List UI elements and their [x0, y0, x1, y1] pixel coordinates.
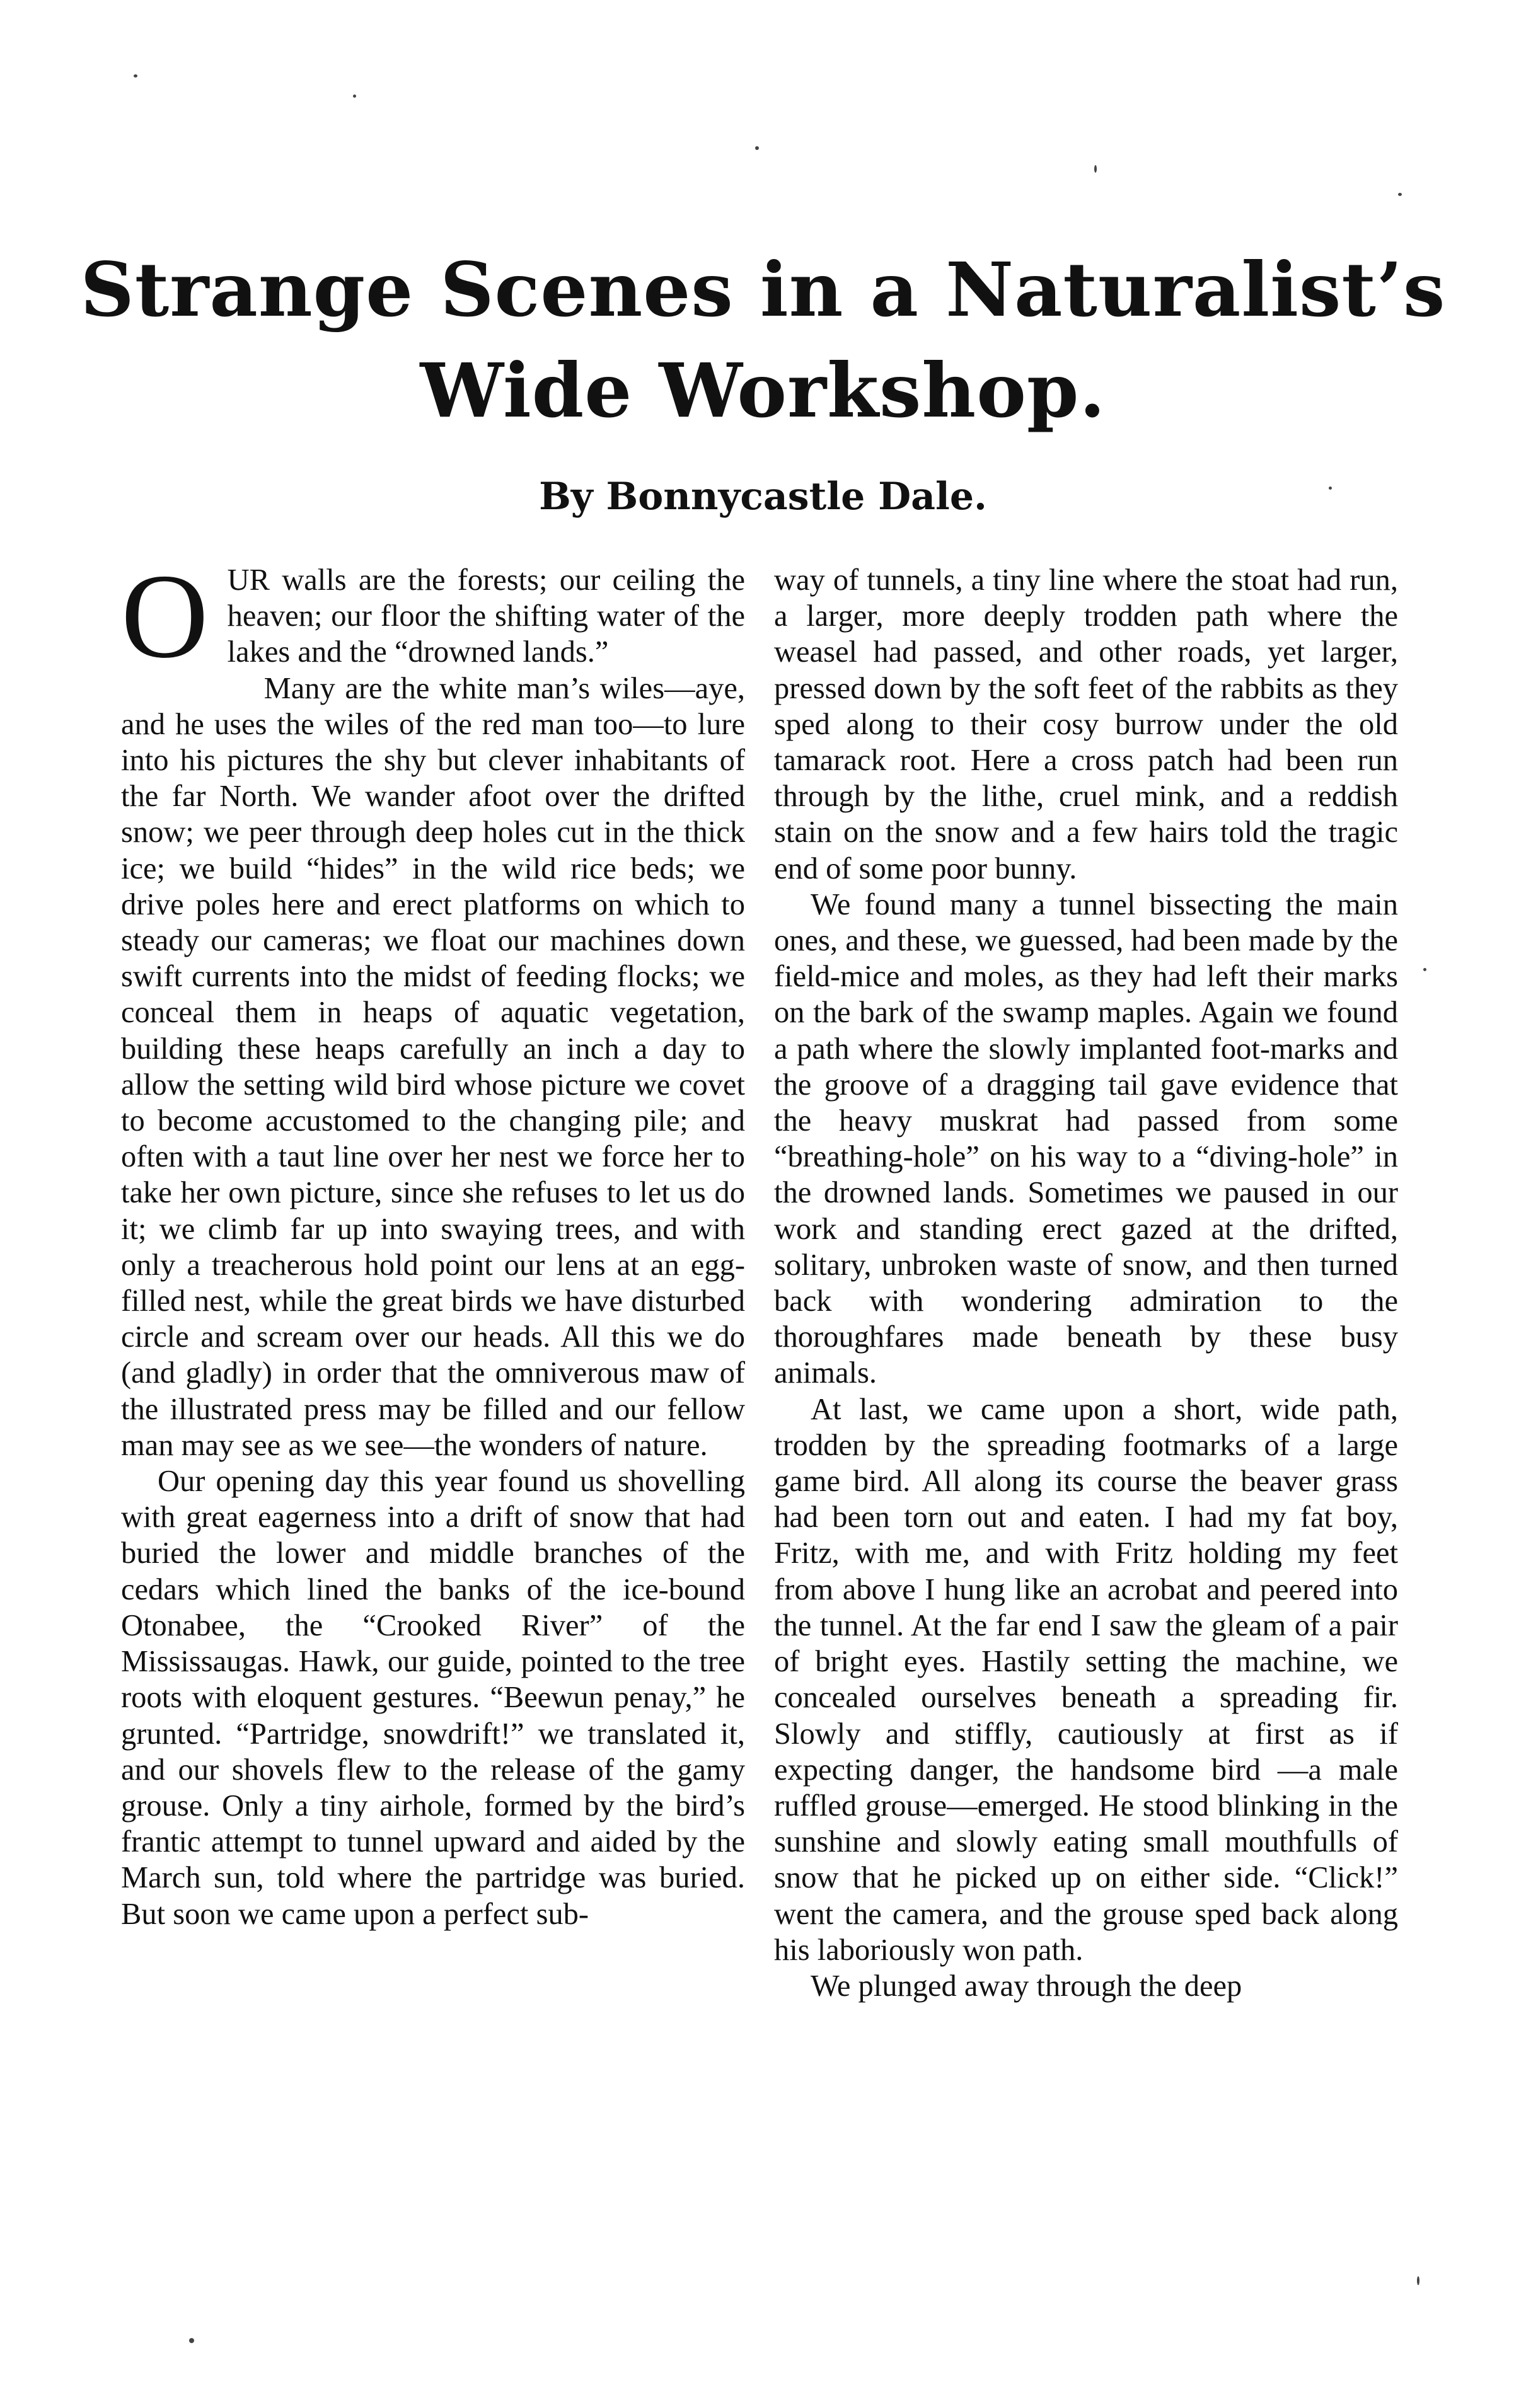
byline: By Bonnycastle Dale.: [539, 475, 987, 519]
opening-paragraph: [121, 549, 745, 683]
opening-paragraph-text: UR walls are the forests; our ceiling the heaven; our floor the shifting water of the lakes and the “drowned lands.”: [227, 563, 745, 669]
paragraph: At last, we came upon a short, wide path, trodden by the spreading footmarks of a large game bird. All along its course the beaver grass had been torn out and eaten. I had my fat boy, Fritz, with me, and with Fritz holding my feet from above I hung like an acrobat and peered into the tunnel. At the far end I saw the gleam of a pair of bright eyes. Hastily setting the machine, we concealed ourselves beneath a spreading fir. Slowly and stiffly, cautiously at first as if expecting danger, the handsome bird —a male ruffled grouse—emerged. He stood blinking in the sunshine and slowly eating small mouthfulls of snow that he picked up on either side. “Click!” went the camera, and the grouse sped back along his laboriously won path.: [774, 1392, 1398, 1967]
title-line-2: Wide Workshop.: [420, 347, 1106, 434]
right-column: [774, 562, 1398, 2004]
paragraph: Our opening day this year found us shovelling with great eagerness into a drift of snow that had buried the lower and middle branches of the cedars which lined the banks of the ice-bound Otonabee, the “Crooked River” of the Mississaugas. Hawk, our guide, pointed to the tree roots with eloquent gestures. “Beewun penay,” he grunted. “Partridge, snowdrift!” we translated it, and our shovels flew to the release of the gamy grouse. Only a tiny airhole, formed by the bird’s frantic attempt to tunnel upward and aided by the March sun, told where the partridge was buried. But soon we came upon a perfect sub-: [121, 1465, 745, 1931]
drop-cap: O: [121, 549, 209, 683]
left-column: [121, 549, 745, 1932]
print-speck: [1417, 2276, 1419, 2285]
continued-paragraph: way of tunnels, a tiny line where the stoat had run, a larger, more deeply trodden path where the weasel had passed, and other roads, yet larger, pressed down by the soft feet of the rabbits as they sped along to their cosy burrow under the old tamarack root. Here a cross patch had been run through by the lithe, cruel mink, and a reddish stain on the snow and a few hairs told the tragic end of some poor bunny.: [774, 563, 1398, 885]
print-speck: [353, 95, 356, 98]
print-speck: [755, 146, 759, 150]
paragraph: Many are the white man’s wiles—aye, and he uses the wiles of the red man too—to lure into his pictures the shy but clever inhabitants of the far North. We wander afoot over the drifted snow; we peer through deep holes cut in the thick ice; we build “hides” in the wild rice beds; we drive poles here and erect platforms on which to steady our cameras; we float our machines down swift currents into the midst of feeding flocks; we conceal them in heaps of aquatic vegetation, building these heaps carefully an inch a day to allow the setting wild bird whose picture we covet to become accustomed to the changing pile; and often with a taut line over her nest we force her to take her own picture, since she refuses to let us do it; we climb far up into swaying trees, and with only a treacherous hold point our lens at an egg-filled nest, while the great birds we have disturbed circle and scream over our heads. All this we do (and gladly) in order that the omniverous maw of the illustrated press may be filled and our fellow man may see as we see—the wonders of nature.: [121, 671, 745, 1462]
title-line-1: Strange Scenes in a Naturalist’s: [80, 246, 1446, 333]
article-title: [0, 239, 1526, 441]
print-speck: [1398, 193, 1402, 196]
print-speck: [1423, 968, 1426, 971]
print-speck: [134, 74, 137, 78]
print-speck: [1094, 165, 1097, 173]
print-speck: [189, 2338, 194, 2343]
paragraph: We plunged away through the deep: [811, 1969, 1242, 2003]
paragraph: We found many a tunnel bissecting the main ones, and these, we guessed, had been made by the field-mice and moles, as they had left their marks on the bark of the swamp maples. Again we found a path where the slowly implanted foot-marks and the groove of a dragging tail gave evidence that the heavy muskrat had passed from some “breathing-hole” on his way to a “diving-hole” in the drowned lands. Sometimes we paused in our work and standing erect gazed at the drifted, solitary, unbroken waste of snow, and then turned back with wondering admiration to the thoroughfares made beneath by these busy animals.: [774, 887, 1398, 1390]
